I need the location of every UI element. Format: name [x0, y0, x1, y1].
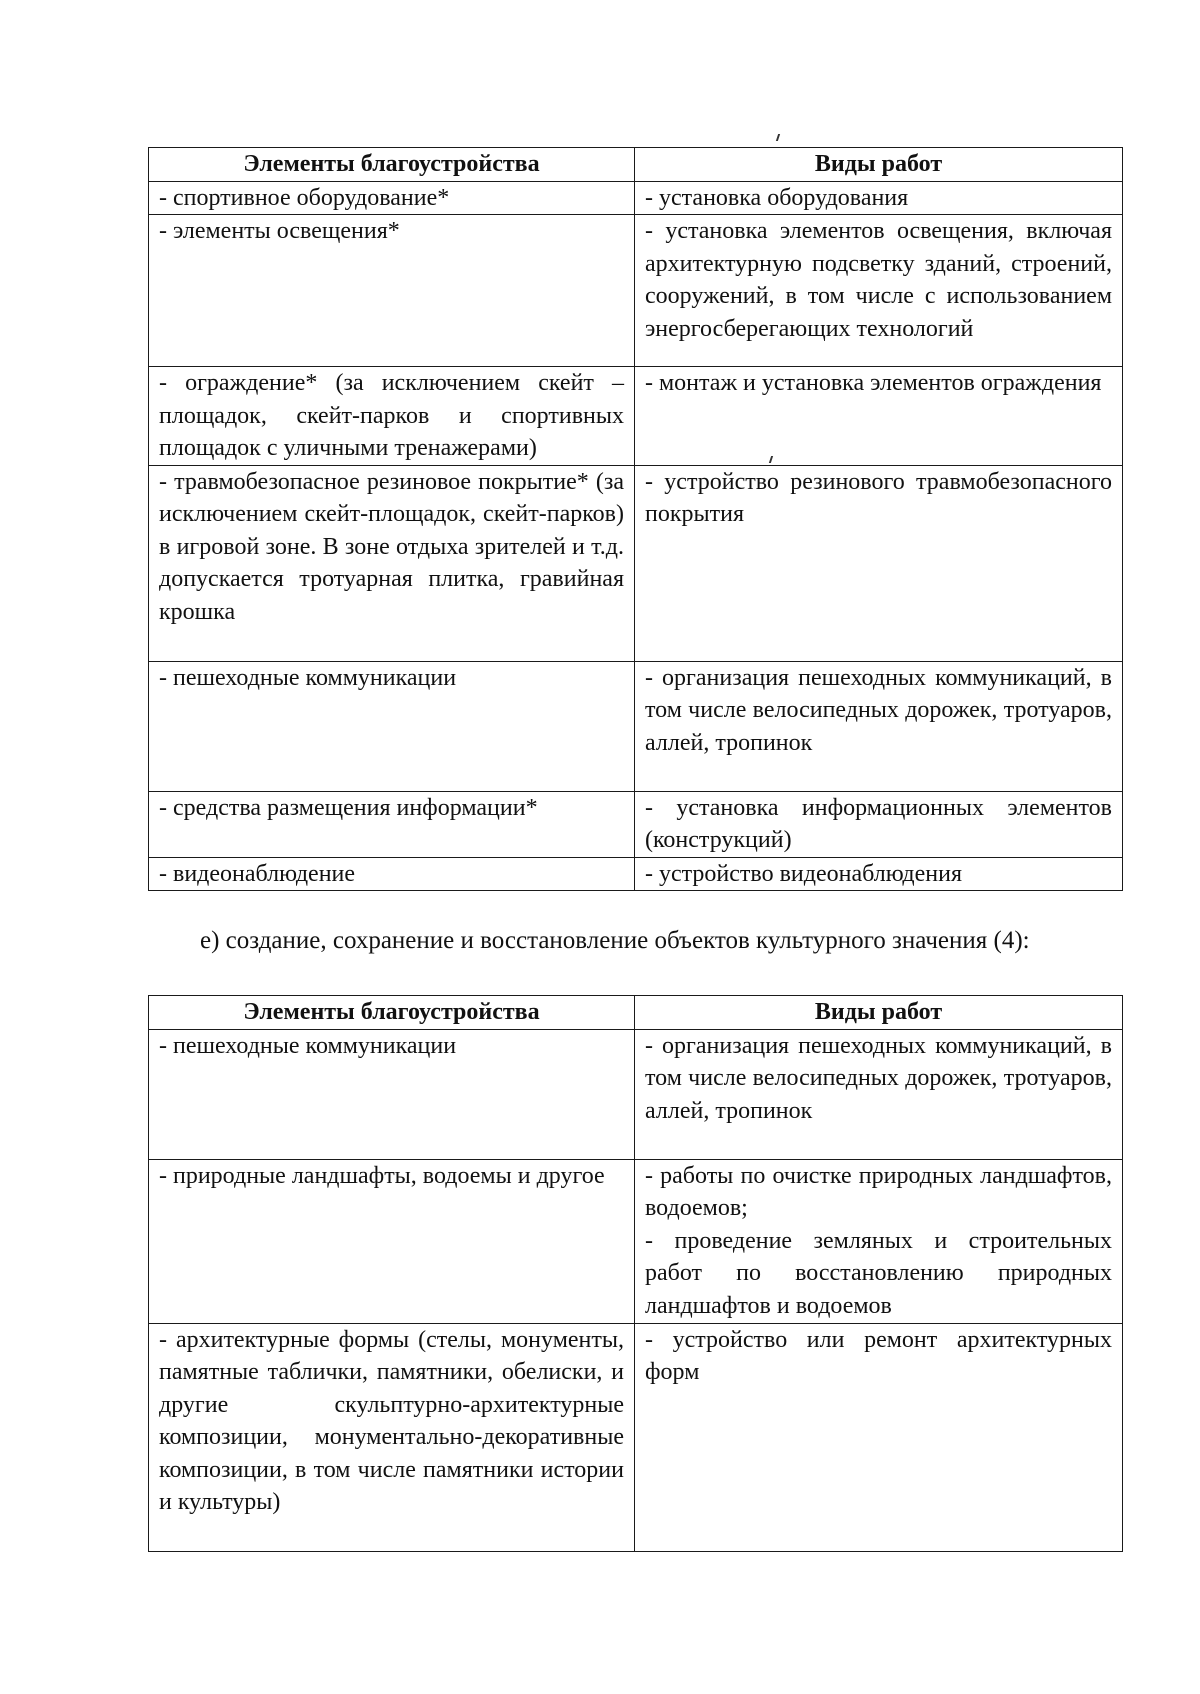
table-row — [149, 1323, 1123, 1551]
element-cell: - архитектурные формы (стелы, монументы, памятные таблички, памятники, обелиски, и другие скульптурно-архитектурные композиции, монументально-декоративные композиции, в том числе памятники истории и культуры) — [149, 1323, 635, 1551]
table-row — [149, 367, 1123, 466]
work-cell: - установка информационных элементов (конструкций) — [635, 791, 1123, 857]
work-cell: - установка оборудования — [635, 181, 1123, 215]
column-header-works: Виды работ — [635, 996, 1123, 1030]
section-caption: е) создание, сохранение и восстановление объектов культурного значения (4): — [200, 927, 1030, 954]
table-row — [149, 181, 1123, 215]
table-row — [149, 661, 1123, 791]
works-table-2 — [148, 995, 1123, 1552]
element-cell: - видеонаблюдение — [149, 857, 635, 891]
table-row — [149, 215, 1123, 367]
work-cell: - организация пешеходных коммуникаций, в том числе велосипедных дорожек, тротуаров, аллей, тропинок — [635, 661, 1123, 791]
work-cell: - установка элементов освещения, включая архитектурную подсветку зданий, строений, сооружений, в том числе с использованием энергосберегающих технологий — [635, 215, 1123, 367]
element-cell: - пешеходные коммуникации — [149, 661, 635, 791]
element-cell: - элементы освещения* — [149, 215, 635, 367]
works-table-1 — [148, 147, 1123, 891]
table-header-row — [149, 996, 1123, 1030]
element-cell: - ограждение* (за исключением скейт – площадок, скейт-парков и спортивных площадок с уличными тренажерами) — [149, 367, 635, 466]
column-header-elements: Элементы благоустройства — [149, 148, 635, 182]
element-cell: - спортивное оборудование* — [149, 181, 635, 215]
element-cell: - средства размещения информации* — [149, 791, 635, 857]
work-line: - проведение земляных и строительных работ по восстановлению природных ландшафтов и водоемов — [645, 1227, 1112, 1319]
table-header-row — [149, 148, 1123, 182]
work-line: - работы по очистке природных ландшафтов, водоемов; — [645, 1162, 1112, 1221]
table-row — [149, 791, 1123, 857]
table-row — [149, 1029, 1123, 1159]
work-cell: - устройство или ремонт архитектурных форм — [635, 1323, 1123, 1551]
table-row — [149, 857, 1123, 891]
element-cell: - природные ландшафты, водоемы и другое — [149, 1159, 635, 1323]
work-cell: - устройство резинового травмобезопасного покрытия — [635, 465, 1123, 661]
work-cell — [635, 1159, 1123, 1323]
column-header-works: Виды работ — [635, 148, 1123, 182]
work-cell: - организация пешеходных коммуникаций, в том числе велосипедных дорожек, тротуаров, аллей, тропинок — [635, 1029, 1123, 1159]
work-cell: - устройство видеонаблюдения — [635, 857, 1123, 891]
work-cell: - монтаж и установка элементов ограждения — [635, 367, 1123, 466]
element-cell: - пешеходные коммуникации — [149, 1029, 635, 1159]
column-header-elements: Элементы благоустройства — [149, 996, 635, 1030]
table-row — [149, 1159, 1123, 1323]
element-cell: - травмобезопасное резиновое покрытие* (за исключением скейт-площадок, скейт-парков) в игровой зоне. В зоне отдыха зрителей и т.д. допускается тротуарная плитка, гравийная крошка — [149, 465, 635, 661]
scan-speck — [776, 134, 780, 141]
table-row — [149, 465, 1123, 661]
